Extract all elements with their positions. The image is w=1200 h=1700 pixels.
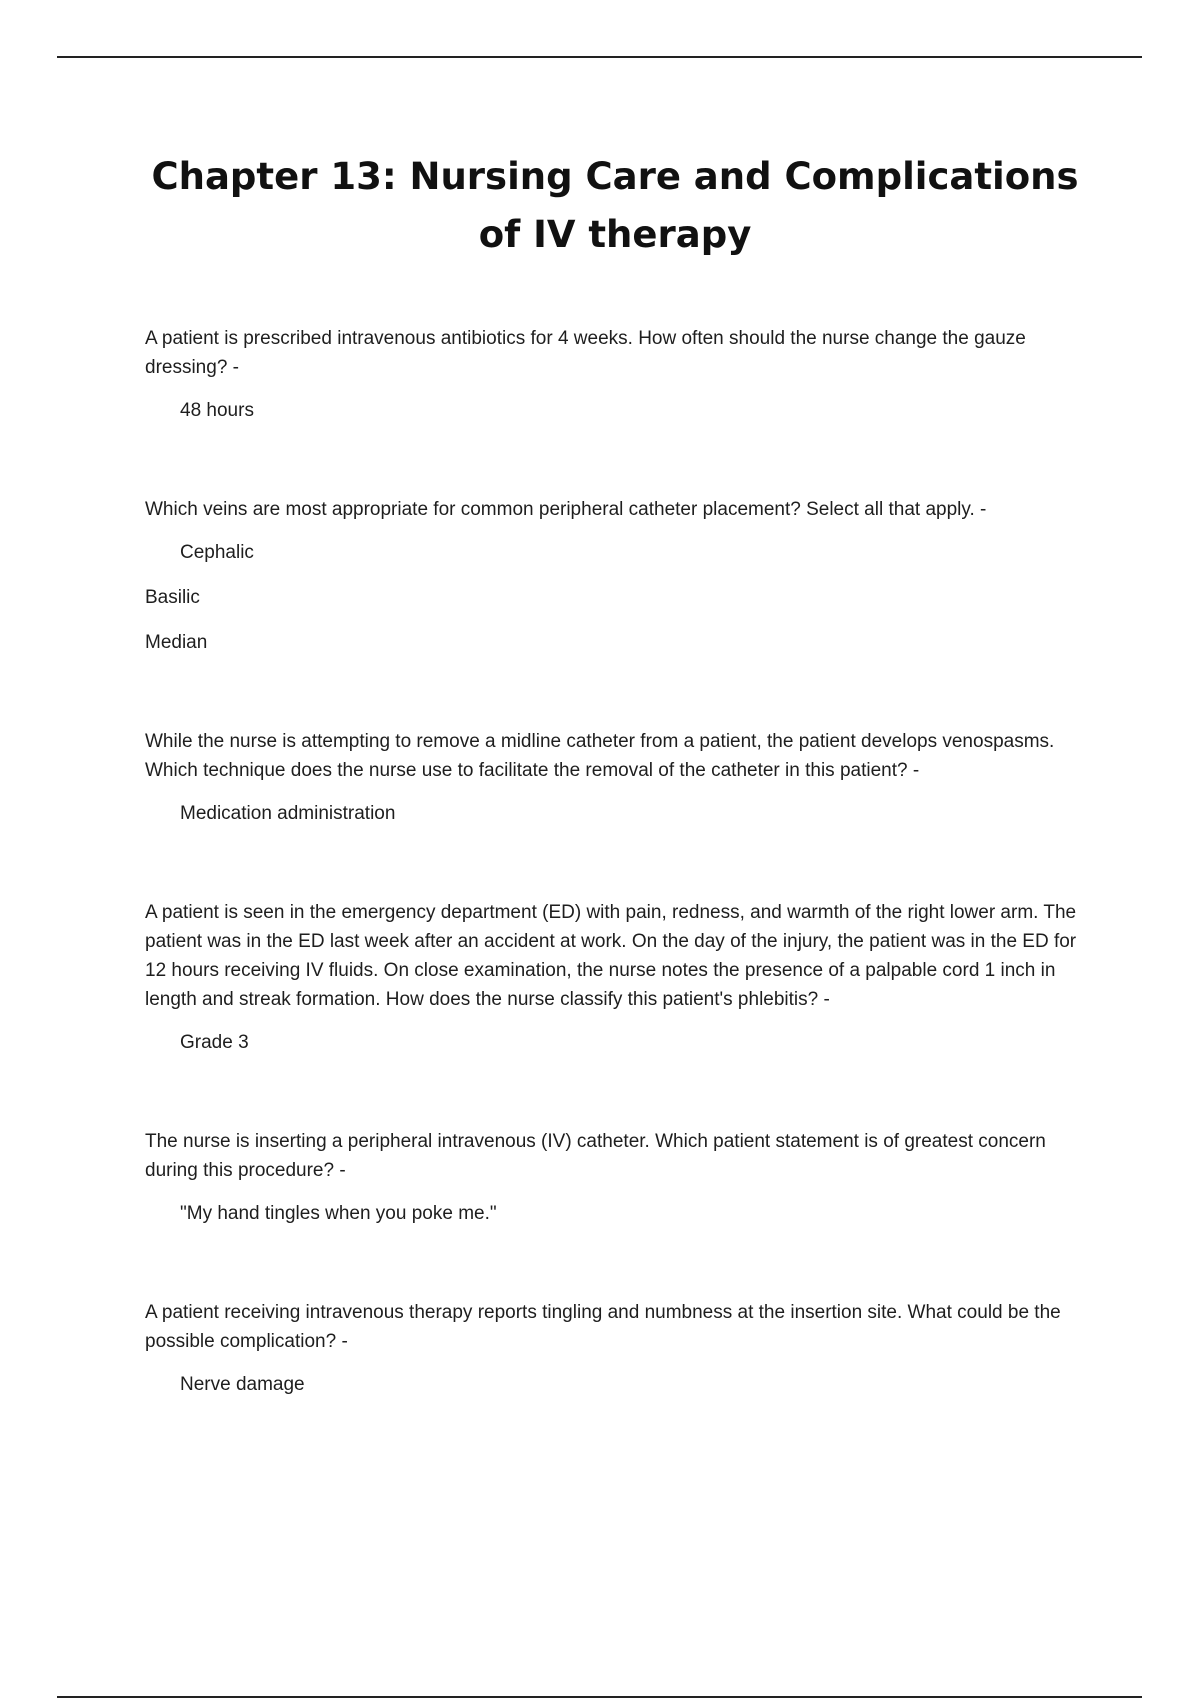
- page-title: Chapter 13: Nursing Care and Complications of IV therapy: [151, 155, 1079, 256]
- question-1: A patient is prescribed intravenous antibiotics for 4 weeks. How often should the nurse change the gauze dressing? -: [145, 328, 1026, 378]
- answer-2-extra-2: Median: [145, 632, 208, 653]
- qa-item-6: [145, 1298, 1085, 1399]
- answer-3: Medication administration: [180, 803, 396, 824]
- question-6: A patient receiving intravenous therapy reports tingling and numbness at the insertion site. What could be the possible complication? -: [145, 1302, 1061, 1352]
- answer-1: 48 hours: [180, 400, 254, 421]
- qa-item-4: [145, 898, 1085, 1057]
- qa-list: [145, 324, 1085, 1469]
- question-4: A patient is seen in the emergency department (ED) with pain, redness, and warmth of the right lower arm. The patient was in the ED last week after an accident at work. On the day of the injury, the patient was in the ED for 12 hours receiving IV fluids. On close examination, the nurse notes the presence of a palpable cord 1 inch in length and streak formation. How does the nurse classify this patient's phlebitis? -: [145, 902, 1077, 1010]
- answer-5: "My hand tingles when you poke me.": [180, 1203, 497, 1224]
- qa-item-3: [145, 727, 1085, 828]
- top-rule: [57, 56, 1142, 58]
- answer-2-extra-1: Basilic: [145, 587, 200, 608]
- bottom-rule: [57, 1696, 1142, 1698]
- qa-item-2: [145, 495, 1085, 657]
- question-5: The nurse is inserting a peripheral intravenous (IV) catheter. Which patient statement is of greatest concern during this procedure? -: [145, 1131, 1046, 1181]
- answer-2: Cephalic: [180, 542, 254, 563]
- qa-item-1: [145, 324, 1085, 425]
- question-2: Which veins are most appropriate for common peripheral catheter placement? Select all that apply. -: [145, 499, 987, 520]
- question-3: While the nurse is attempting to remove a midline catheter from a patient, the patient develops venospasms. Which technique does the nurse use to facilitate the removal of the catheter in this patient? -: [145, 731, 1055, 781]
- qa-item-5: [145, 1127, 1085, 1228]
- answer-6: Nerve damage: [180, 1374, 305, 1395]
- answer-4: Grade 3: [180, 1032, 249, 1053]
